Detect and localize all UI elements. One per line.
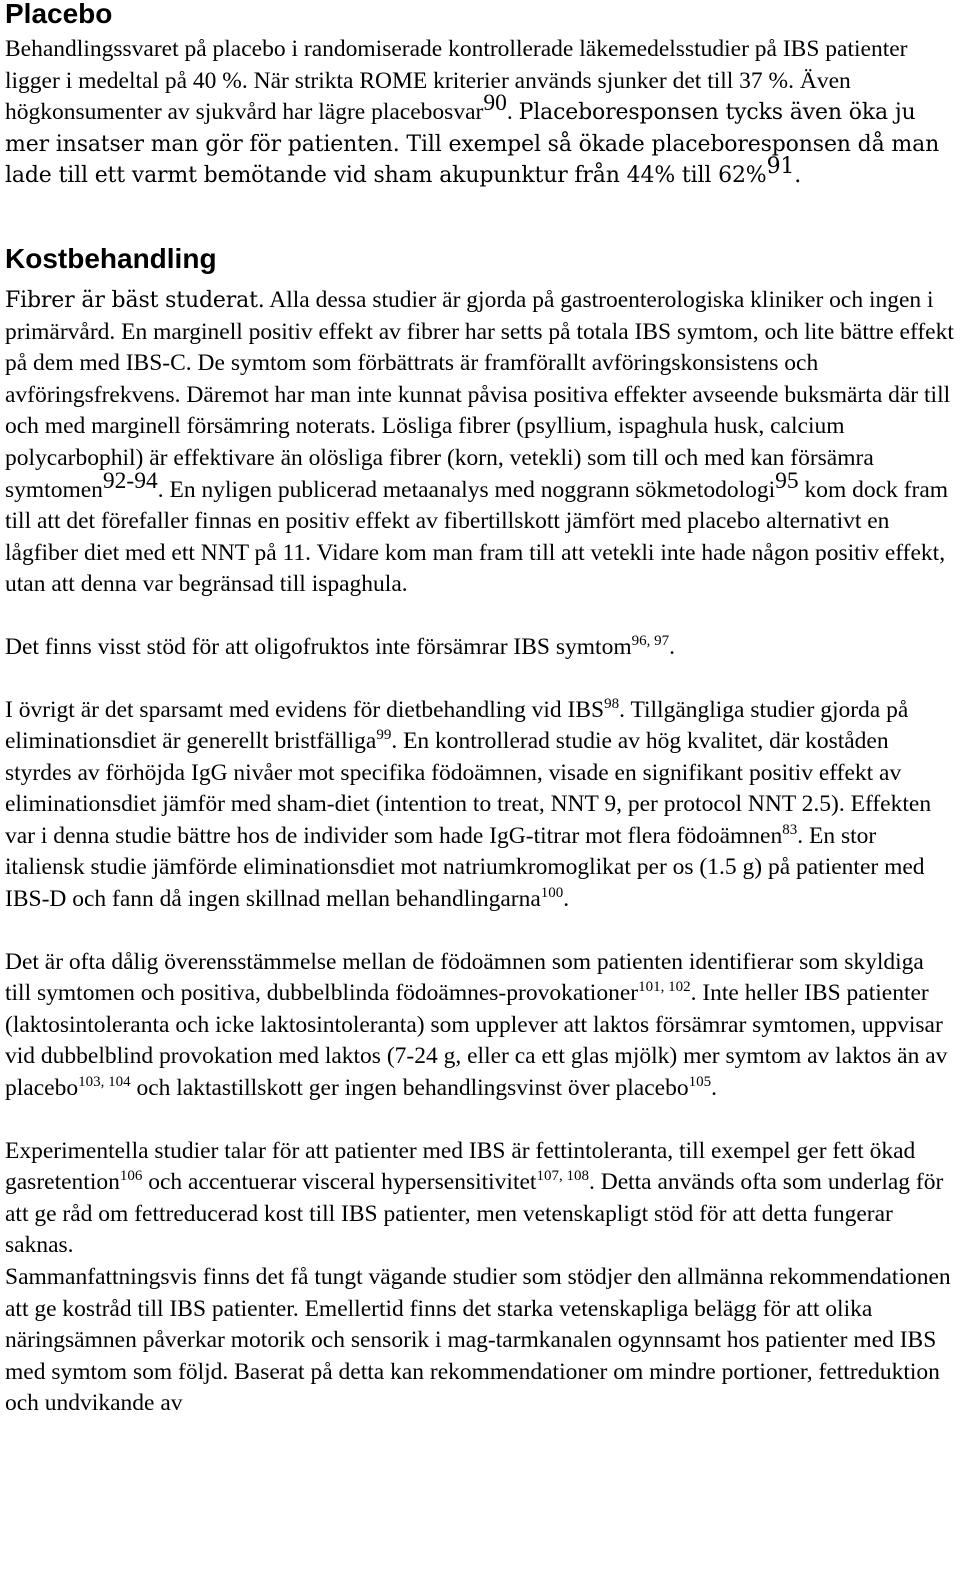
text-run: . — [669, 633, 675, 660]
text-run: Det finns visst stöd för att oligofruktos inte försämrar IBS symtom — [5, 633, 632, 660]
reference-superscript: 106 — [119, 1168, 143, 1185]
text-run: . — [506, 99, 513, 126]
text-run: Det är ofta dålig överensstämmelse mellan de födoämnen som patienten identifierar som skyldiga till symtomen och positiva, dubbelblinda födoämnes-provokationer — [5, 948, 924, 1007]
reference-superscript: 83 — [782, 821, 798, 838]
text-run: och accentuerar visceral hypersensitivitet — [142, 1169, 537, 1196]
text-run: . En kontrollerad studie av hög kvalitet, där koståden styrdes av förhöjda IgG nivåer mot specifika födoämnen, visade en signifikant positiv effekt av eliminationsdiet jämför med sham-diet (intention to treat, NNT 9, per protocol NNT 2.5). Effekten var i denna studie bättre hos de individer som hade IgG-titrar mot flera födoämnen — [5, 728, 932, 849]
section-heading-placebo: Placebo — [5, 0, 113, 29]
text-run: . Tillgängliga studier gjorda på eliminationsdiet är generellt bristfälliga — [5, 696, 909, 755]
text-run: . Detta används ofta som underlag för att ge råd om fettreducerad kost till IBS patienter, men vetenskapligt stöd för att detta fungerar saknas. — [5, 1169, 944, 1259]
document-page — [5, 0, 955, 1420]
paragraph-oligofruktos — [5, 632, 955, 664]
text-run: Alla dessa studier är gjorda på gastroenterologiska kliniker och ingen i primärvård. — [5, 286, 934, 345]
text-run: Behandlingssvaret på placebo i randomiserade kontrollerade läkemedelsstudier på IBS patienter ligger i medeltal på 40 %. När strikta ROME kriterier används sjunker det till 37 %. Även högkonsumenter av sjukvård har lägre placebosvar — [5, 36, 908, 126]
reference-superscript: 91 — [766, 154, 795, 180]
paragraph-provokation — [5, 947, 955, 1105]
reference-superscript: 105 — [688, 1074, 712, 1091]
section-heading-kostbehandling: Kostbehandling — [5, 242, 217, 274]
text-run: Experimentella studier talar för att patienter med IBS är fettintoleranta, till exempel ger fett ökad gasretention — [5, 1137, 916, 1196]
reference-superscript: 101, 102 — [638, 979, 691, 996]
text-run: kom dock fram till att det förefaller finnas en positiv effekt av fibertillskott jämfört med placebo alternativt en lågfiber diet med ett NNT på 11. Vidare kom man fram till att vetekli inte hade någon positiv effekt, utan att denna var begränsad till ispaghula. — [5, 476, 949, 598]
text-run: En marginell positiv effekt av fibrer har setts på totala IBS symtom, och lite bättre effekt på dem med IBS-C. — [5, 318, 954, 377]
paragraph-kostbehandling — [5, 285, 955, 601]
text-run: . Inte heller IBS patienter (laktosintoleranta och icke laktosintoleranta) som upplever att laktos försämrar symtomen, uppvisar vid dubbelblind provokation med laktos (7-24 g, eller ca ett glas mjölk) mer symtom av laktos än av placebo — [5, 980, 948, 1102]
reference-superscript: 99 — [376, 727, 392, 744]
reference-superscript: 107, 108 — [536, 1168, 589, 1185]
paragraph-placebo — [5, 34, 955, 192]
paragraph-sammanfattning: Sammanfattningsvis finns det få tungt vägande studier som stödjer den allmänna rekommendationen att ge kostråd till IBS patienter. Emellertid finns det starka vetenskapliga belägg för att olika näringsämnen påverkar motorik och sensorik i mag-tarmkanalen ogynnsamt hos patienter med IBS med symtom som följd. Baserat på detta kan rekommendationer om mindre portioner, fettreduktion och undvikande av — [5, 1264, 951, 1417]
reference-superscript: 100 — [540, 885, 564, 902]
text-run: . En nyligen publicerad metaanalys med noggrann sökmetodologi — [157, 476, 776, 503]
reference-superscript: 92-94 — [102, 467, 158, 494]
text-run: . — [563, 886, 570, 913]
paragraph-dietbehandling — [5, 695, 955, 916]
text-run: Fibrer är bäst studerat. — [5, 287, 265, 313]
text-run: . En stor italiensk studie jämförde eliminationsdiet mot natriumkromoglikat per os (1.5 g) på patienter med IBS-D och fann då ingen skillnad mellan behandlingarna — [5, 822, 925, 913]
reference-superscript: 95 — [775, 467, 799, 494]
text-run: . — [794, 163, 802, 189]
text-run: Lösliga fibrer (psyllium, ispaghula husk, calcium polycarbophil) är effektivare än olösliga fibrer (korn, vetekli) som till och med kan försämra symtomen — [5, 413, 874, 503]
reference-superscript: 90 — [483, 90, 507, 117]
text-run: och laktastillskott ger ingen behandlingsvinst över placebo — [130, 1075, 689, 1102]
reference-superscript: 98 — [604, 695, 620, 712]
reference-superscript: 103, 104 — [78, 1074, 131, 1091]
reference-superscript: 96, 97 — [631, 632, 670, 649]
text-run: I övrigt är det sparsamt med evidens för dietbehandling vid IBS — [5, 696, 605, 723]
paragraph-fettintolerans — [5, 1136, 955, 1262]
text-run: Placeboresponsen tycks även öka ju mer insatser man gör för patienten. Till exempel så ökade placeboresponsen då man lade till ett varmt bemötande vid sham akupunktur från 44% till 62% — [5, 100, 940, 189]
text-run: Däremot har man inte kunnat påvisa positiva effekter avseende buksmärta där till och med marginell försämring noterats. — [5, 381, 951, 440]
text-run: De symtom som förbättrats är framförallt avföringskonsistens och avföringsfrekvens. — [5, 350, 819, 408]
text-run: . — [711, 1075, 717, 1102]
